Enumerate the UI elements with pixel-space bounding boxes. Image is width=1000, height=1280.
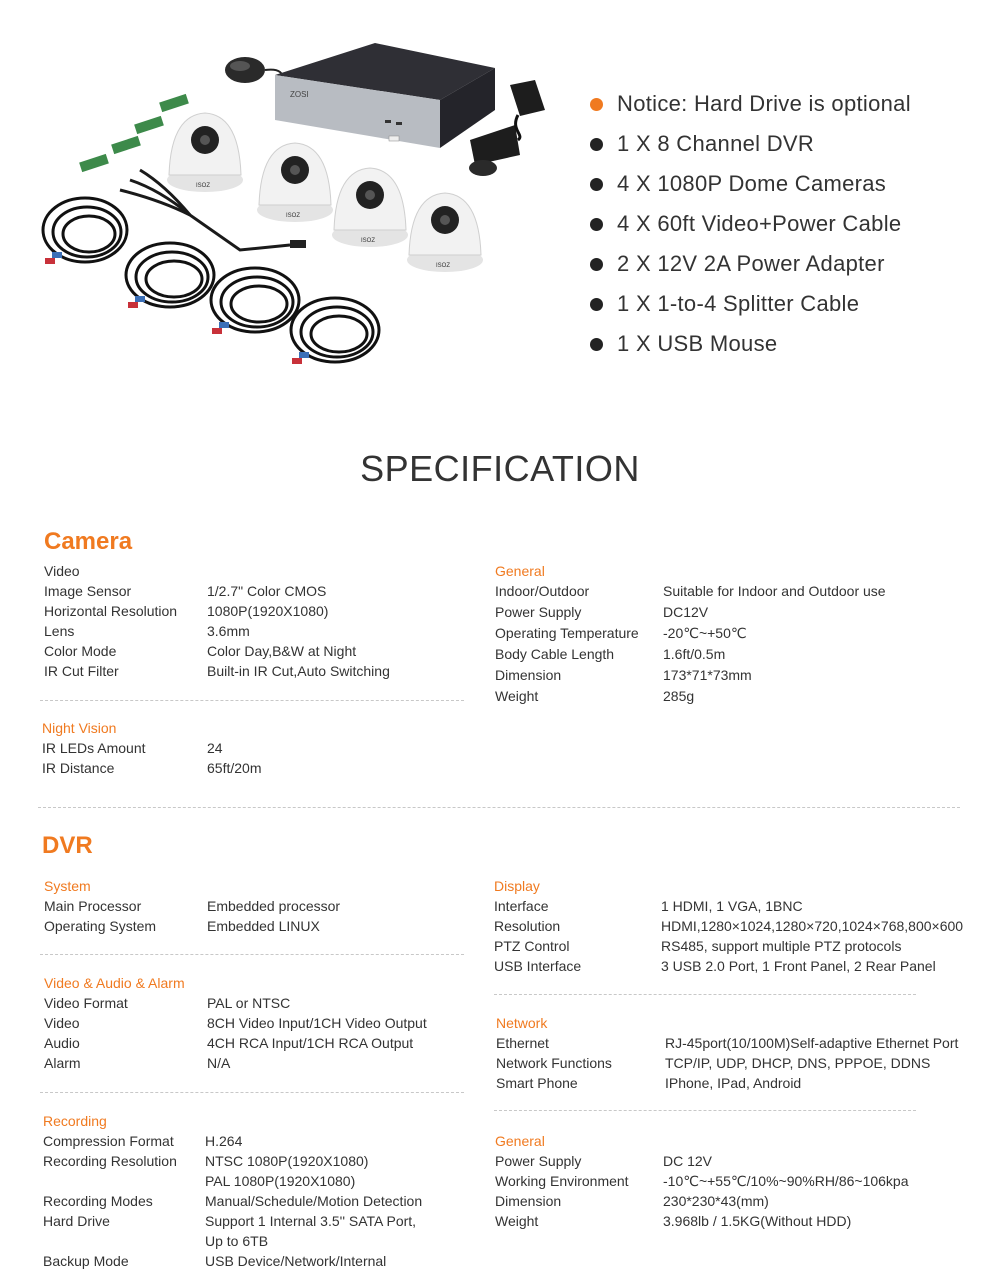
spec-row <box>495 1151 909 1171</box>
spec-key: Recording Modes <box>43 1193 153 1209</box>
spec-row <box>496 1033 958 1053</box>
spec-value: 173*71*73mm <box>663 667 752 683</box>
spec-key <box>43 1171 205 1191</box>
spec-key: Body Cable Length <box>495 646 615 662</box>
spec-value: IPhone, IPad, Android <box>665 1075 802 1091</box>
spec-row <box>44 916 340 936</box>
spec-rows <box>494 896 963 976</box>
spec-value: Built-in IR Cut,Auto Switching <box>207 663 390 679</box>
spec-row <box>44 661 390 681</box>
divider <box>494 1110 916 1111</box>
dvr-display-group <box>494 876 963 976</box>
spec-row <box>44 1033 427 1053</box>
spec-row <box>44 621 390 641</box>
package-item: 4 X 60ft Video+Power Cable <box>588 204 911 244</box>
spec-value: DC12V <box>663 604 709 620</box>
section-divider <box>38 807 960 808</box>
spec-rows <box>43 1131 422 1271</box>
spec-row <box>44 601 390 621</box>
spec-row <box>44 581 390 601</box>
spec-row <box>43 1231 422 1251</box>
spec-value: 1 HDMI, 1 VGA, 1BNC <box>661 898 803 914</box>
dvr-recording-group <box>43 1111 422 1271</box>
camera-video-head: Video <box>44 563 80 579</box>
spec-key: Weight <box>495 688 539 704</box>
spec-value: 285g <box>663 688 695 704</box>
dvr-system-group <box>44 876 340 936</box>
spec-rows <box>44 993 427 1073</box>
svg-text:ISOZ: ISOZ <box>196 183 211 189</box>
spec-value: 1080P(1920X1080) <box>207 603 329 619</box>
bullet-icon <box>590 138 603 151</box>
bullet-icon <box>590 258 603 271</box>
spec-row <box>496 1053 958 1073</box>
dvr-general-group <box>495 1131 909 1231</box>
spec-key <box>43 1231 205 1251</box>
spec-row <box>43 1131 422 1151</box>
camera-night-vision-group <box>42 718 261 778</box>
spec-key: Smart Phone <box>496 1075 578 1091</box>
spec-row <box>495 644 886 665</box>
spec-value: 24 <box>207 740 223 756</box>
spec-row <box>495 1191 909 1211</box>
spec-value: PAL 1080P(1920X1080) <box>205 1173 356 1189</box>
spec-value: PAL or NTSC <box>207 995 291 1011</box>
dvr-general-head: General <box>495 1133 545 1149</box>
spec-key: IR Cut Filter <box>44 663 119 679</box>
spec-key: Operating Temperature <box>495 625 639 641</box>
spec-value: Embedded LINUX <box>207 918 320 934</box>
network-head: Network <box>496 1015 548 1031</box>
display-head: Display <box>494 878 540 894</box>
spec-value: RS485, support multiple PTZ protocols <box>661 938 902 954</box>
recording-head: Recording <box>43 1113 107 1129</box>
dvr-brand-logo: ZOSI <box>290 90 309 99</box>
spec-value: N/A <box>207 1055 231 1071</box>
spec-key: Network Functions <box>496 1055 612 1071</box>
spec-key: Image Sensor <box>44 583 132 599</box>
spec-key: Main Processor <box>44 898 142 914</box>
spec-key: IR LEDs Amount <box>42 740 146 756</box>
dvr-box-image <box>275 43 495 148</box>
divider <box>494 994 916 995</box>
spec-key: Dimension <box>495 1193 562 1209</box>
package-item: 1 X 8 Channel DVR <box>588 124 911 164</box>
spec-value: 8CH Video Input/1CH Video Output <box>207 1015 427 1031</box>
spec-row <box>43 1251 422 1271</box>
spec-key: Lens <box>44 623 75 639</box>
spec-value: 65ft/20m <box>207 760 262 776</box>
spec-row <box>44 641 390 661</box>
spec-key: Working Environment <box>495 1173 629 1189</box>
spec-row <box>494 896 963 916</box>
spec-key: Audio <box>44 1035 80 1051</box>
spec-value: USB Device/Network/Internal <box>205 1253 387 1269</box>
camera-section-title: Camera <box>44 528 133 555</box>
spec-key: Recording Resolution <box>43 1153 177 1169</box>
usb-mouse-image <box>225 57 282 83</box>
spec-key: Color Mode <box>44 643 117 659</box>
spec-row <box>43 1211 422 1231</box>
spec-value: Up to 6TB <box>205 1233 269 1249</box>
spec-value: RJ-45port(10/100M)Self-adaptive Ethernet Port <box>665 1035 959 1051</box>
spec-row <box>494 936 963 956</box>
package-item: 2 X 12V 2A Power Adapter <box>588 244 911 284</box>
spec-key: Alarm <box>44 1055 81 1071</box>
package-notice: Notice: Hard Drive is optional <box>588 84 911 124</box>
spec-value: DC 12V <box>663 1153 713 1169</box>
dvr-video-audio-alarm-group <box>44 973 427 1073</box>
spec-row <box>495 686 886 707</box>
spec-key: Resolution <box>494 918 561 934</box>
bullet-icon <box>590 298 603 311</box>
spec-row <box>495 602 886 623</box>
spec-key: Compression Format <box>43 1133 174 1149</box>
spec-row <box>494 956 963 976</box>
camera-video-group <box>44 561 390 681</box>
spec-rows <box>44 581 390 681</box>
spec-value: 1/2.7" Color CMOS <box>207 583 327 599</box>
specification-heading: SPECIFICATION <box>360 448 640 489</box>
spec-value: Embedded processor <box>207 898 341 914</box>
spec-rows <box>495 581 886 707</box>
spec-row <box>44 1053 427 1073</box>
spec-value: Support 1 Internal 3.5'' SATA Port, <box>205 1213 417 1229</box>
camera-general-head: General <box>495 563 545 579</box>
spec-row <box>43 1151 422 1171</box>
spec-value: 1.6ft/0.5m <box>663 646 726 662</box>
spec-row <box>494 916 963 936</box>
spec-row <box>44 896 340 916</box>
spec-row <box>43 1171 422 1191</box>
spec-value: Suitable for Indoor and Outdoor use <box>663 583 886 599</box>
spec-rows <box>42 738 261 778</box>
bullet-icon <box>590 178 603 191</box>
spec-row <box>43 1191 422 1211</box>
bullet-icon <box>590 338 603 351</box>
spec-row <box>495 1211 909 1231</box>
spec-key: PTZ Control <box>494 938 570 954</box>
spec-value: 230*230*43(mm) <box>663 1193 769 1209</box>
divider <box>40 1092 464 1093</box>
spec-value: 3.6mm <box>207 623 250 639</box>
bnc-cable-coils-image <box>43 198 379 362</box>
spec-key: Power Supply <box>495 604 582 620</box>
spec-value: TCP/IP, UDP, DHCP, DNS, PPPOE, DDNS <box>665 1055 931 1071</box>
video-audio-alarm-head: Video & Audio & Alarm <box>44 975 185 991</box>
spec-value: -20℃~+50℃ <box>663 625 747 641</box>
spec-row <box>495 581 886 602</box>
spec-rows <box>496 1033 958 1093</box>
svg-text:ISOZ: ISOZ <box>361 238 376 244</box>
spec-row <box>496 1073 958 1093</box>
dvr-section-title: DVR <box>42 832 93 859</box>
spec-rows <box>495 1151 909 1231</box>
package-contents-list <box>588 84 911 364</box>
camera-general-group <box>495 561 886 707</box>
divider <box>40 700 464 701</box>
spec-key: IR Distance <box>42 760 115 776</box>
spec-value: Color Day,B&W at Night <box>207 643 357 659</box>
spec-key: Indoor/Outdoor <box>495 583 590 599</box>
product-hero <box>0 0 1000 400</box>
spec-row <box>44 1013 427 1033</box>
spec-row <box>495 623 886 644</box>
spec-value: NTSC 1080P(1920X1080) <box>205 1153 369 1169</box>
spec-key: Power Supply <box>495 1153 582 1169</box>
dvr-network-group <box>496 1013 958 1093</box>
spec-key: Dimension <box>495 667 562 683</box>
spec-row <box>495 1171 909 1191</box>
divider <box>40 954 464 955</box>
spec-value: -10℃~+55℃/10%~90%RH/86~106kpa <box>663 1173 909 1189</box>
orange-bullet-icon <box>590 98 603 111</box>
spec-value: 3 USB 2.0 Port, 1 Front Panel, 2 Rear Panel <box>661 958 936 974</box>
package-item: 4 X 1080P Dome Cameras <box>588 164 911 204</box>
spec-row <box>42 738 261 758</box>
system-head: System <box>44 878 91 894</box>
package-item: 1 X 1-to-4 Splitter Cable <box>588 284 911 324</box>
bullet-icon <box>590 218 603 231</box>
spec-value: H.264 <box>205 1133 243 1149</box>
spec-key: Hard Drive <box>43 1213 110 1229</box>
spec-key: Horizontal Resolution <box>44 603 178 619</box>
spec-value: 3.968lb / 1.5KG(Without HDD) <box>663 1213 852 1229</box>
spec-value: 4CH RCA Input/1CH RCA Output <box>207 1035 414 1051</box>
svg-text:ISOZ: ISOZ <box>286 213 301 219</box>
spec-row <box>495 665 886 686</box>
spec-key: Backup Mode <box>43 1253 129 1269</box>
product-kit-image <box>40 40 560 400</box>
svg-text:ISOZ: ISOZ <box>436 263 451 269</box>
spec-key: Interface <box>494 898 549 914</box>
spec-key: Ethernet <box>496 1035 549 1051</box>
spec-value: HDMI,1280×1024,1280×720,1024×768,800×600 <box>661 918 964 934</box>
spec-key: Operating System <box>44 918 157 934</box>
spec-key: Video Format <box>44 995 128 1011</box>
package-item: 1 X USB Mouse <box>588 324 911 364</box>
spec-rows <box>44 896 340 936</box>
spec-row <box>42 758 261 778</box>
spec-key: Weight <box>495 1213 539 1229</box>
spec-key: Video <box>44 1015 80 1031</box>
night-vision-head: Night Vision <box>42 720 117 736</box>
spec-key: USB Interface <box>494 958 582 974</box>
spec-row <box>44 993 427 1013</box>
spec-value: Manual/Schedule/Motion Detection <box>205 1193 423 1209</box>
